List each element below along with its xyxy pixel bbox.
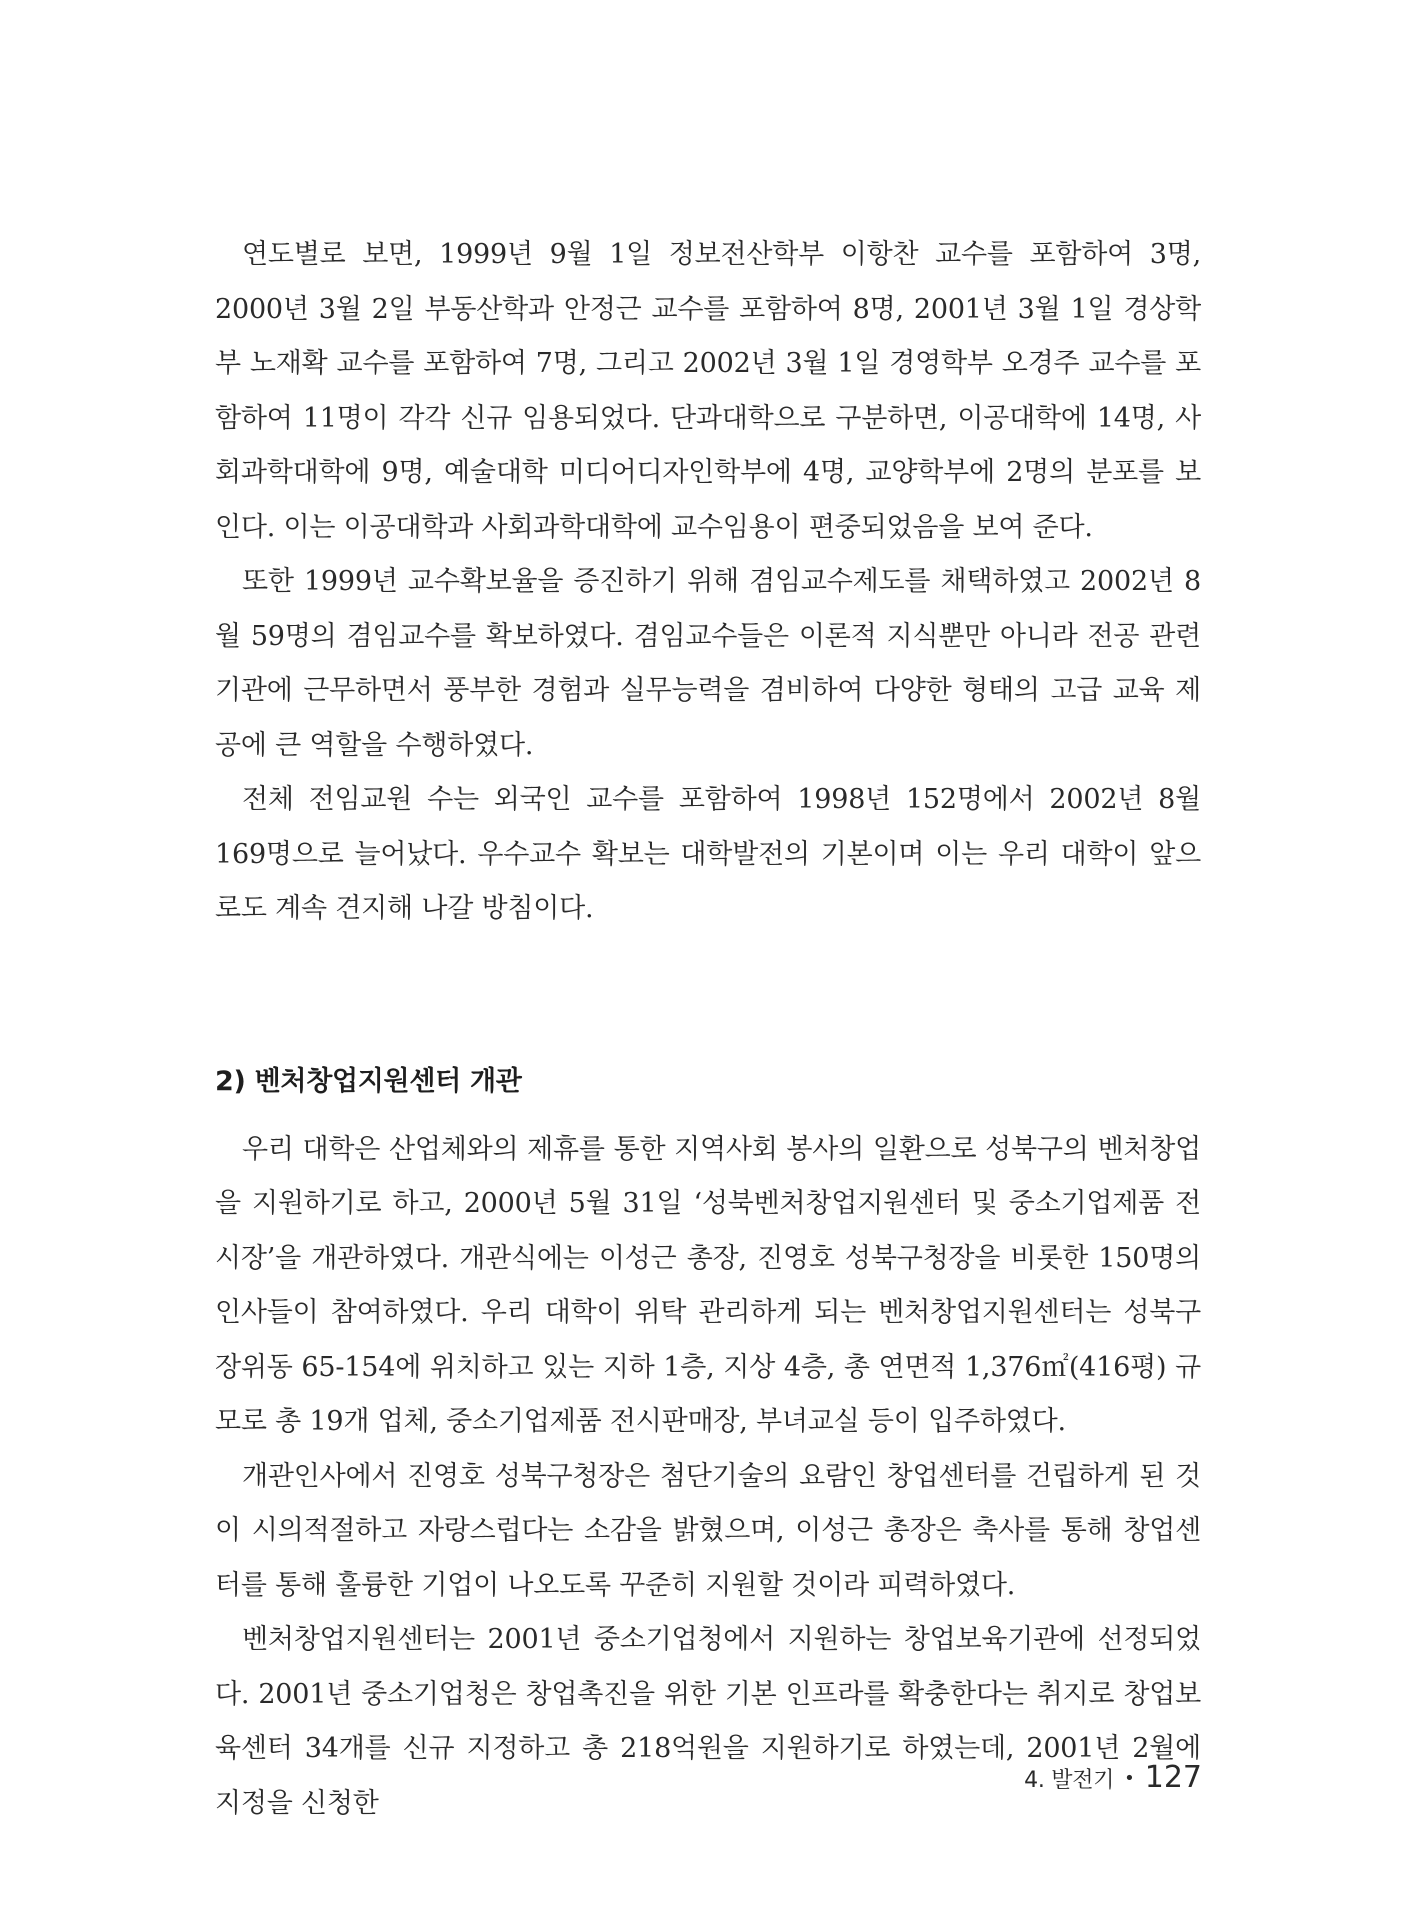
footer-bullet-icon: • [1124,1768,1135,1789]
page-footer [1024,1760,1202,1795]
footer-chapter-label: 4. 발전기 [1024,1768,1115,1793]
section-body [215,1123,1201,1832]
section-paragraph-3: 벤처창업지원센터는 2001년 중소기업청에서 지원하는 창업보육기관에 선정되었다. 2001년 중소기업청은 창업촉진을 위한 기본 인프라를 확충한다는 취지로 창업보육센터 34개를 신규 지정하고 총 218억원을 지원하기로 하였는데, 2001년 2월에 지정을 신청한 [215,1624,1201,1819]
body-paragraph-3: 전체 전임교원 수는 외국인 교수를 포함하여 1998년 152명에서 2002년 8월 169명으로 늘어났다. 우수교수 확보는 대학발전의 기본이며 이는 우리 대학이 앞으로도 계속 견지해 나갈 방침이다. [215,784,1201,924]
body-paragraph-1: 연도별로 보면, 1999년 9월 1일 정보전산학부 이항찬 교수를 포함하여 3명, 2000년 3월 2일 부동산학과 안정근 교수를 포함하여 8명, 2001년 3월 1일 경상학부 노재확 교수를 포함하여 7명, 그리고 2002년 3월 1일 경영학부 오경주 교수를 포함하여 11명이 각각 신규 임용되었다. 단과대학으로 구분하면, 이공대학에 14명, 사회과학대학에 9명, 예술대학 미디어디자인학부에 4명, 교양학부에 2명의 분포를 보인다. 이는 이공대학과 사회과학대학에 교수임용이 편중되었음을 보여 준다. [215,239,1201,543]
section-paragraph-1: 우리 대학은 산업체와의 제휴를 통한 지역사회 봉사의 일환으로 성북구의 벤처창업을 지원하기로 하고, 2000년 5월 31일 ‘성북벤처창업지원센터 및 중소기업제품 전시장’을 개관하였다. 개관식에는 이성근 총장, 진영호 성북구청장을 비롯한 150명의 인사들이 참여하였다. 우리 대학이 위탁 관리하게 되는 벤처창업지원센터는 성북구 장위동 65-154에 위치하고 있는 지하 1층, 지상 4층, 총 연면적 1,376㎡(416평) 규모로 총 19개 업체, 중소기업제품 전시판매장, 부녀교실 등이 입주하였다. [215,1133,1201,1437]
page-content [215,228,1201,1831]
page-number: 127 [1144,1760,1202,1795]
section-heading: 2) 벤처창업지원센터 개관 [215,1065,522,1097]
body-paragraph-2: 또한 1999년 교수확보율을 증진하기 위해 겸임교수제도를 채택하였고 2002년 8월 59명의 겸임교수를 확보하였다. 겸임교수들은 이론적 지식뿐만 아니라 전공 관련 기관에 근무하면서 풍부한 경험과 실무능력을 겸비하여 다양한 형태의 고급 교육 제공에 큰 역할을 수행하였다. [215,566,1201,761]
section-paragraph-2: 개관인사에서 진영호 성북구청장은 첨단기술의 요람인 창업센터를 건립하게 된 것이 시의적절하고 자랑스럽다는 소감을 밝혔으며, 이성근 총장은 축사를 통해 창업센터를 통해 훌륭한 기업이 나오도록 꾸준히 지원할 것이라 피력하였다. [215,1460,1201,1601]
